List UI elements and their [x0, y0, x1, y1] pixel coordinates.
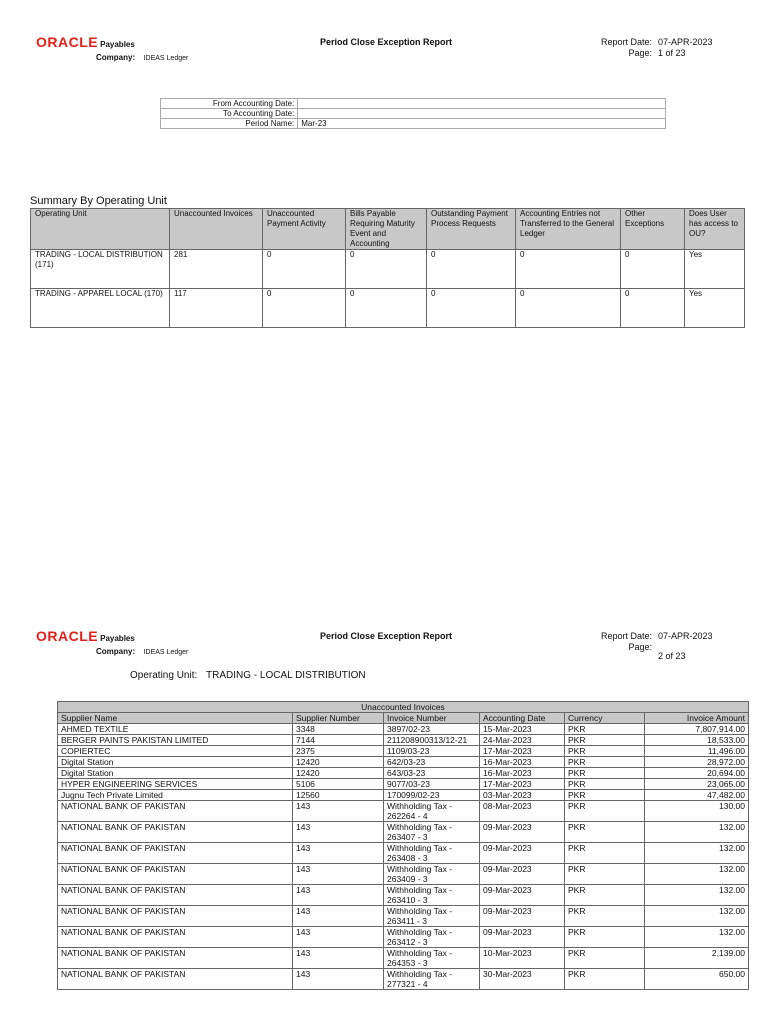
- invoice-amount-cell: 18,533.00: [645, 735, 749, 746]
- supplier-number-cell: 7144: [293, 735, 384, 746]
- invoice-amount-cell: 23,065.00: [645, 779, 749, 790]
- invoice-amount-cell: 20,694.00: [645, 768, 749, 779]
- currency-cell: PKR: [565, 843, 645, 864]
- table-row: [58, 864, 749, 885]
- supplier-number-cell: 2375: [293, 746, 384, 757]
- accounting-date-cell: 09-Mar-2023: [480, 822, 565, 843]
- invoice-number-cell: 9077/03-23: [384, 779, 480, 790]
- summary-header: Bills Payable Requiring Maturity Event and Accounting: [346, 209, 427, 250]
- invoice-number-cell: Withholding Tax - 264353 - 3: [384, 948, 480, 969]
- summary-cell: 281: [170, 250, 263, 289]
- invoice-amount-cell: 47,482.00: [645, 790, 749, 801]
- supplier-name-cell: NATIONAL BANK OF PAKISTAN: [58, 822, 293, 843]
- invoice-amount-cell: 650.00: [645, 969, 749, 990]
- invoice-number-cell: 211208900313/12-21: [384, 735, 480, 746]
- operating-unit-value: TRADING - LOCAL DISTRIBUTION: [206, 670, 366, 681]
- table-row: [58, 843, 749, 864]
- accounting-date-cell: 15-Mar-2023: [480, 724, 565, 735]
- supplier-number-cell: 143: [293, 801, 384, 822]
- product-name: Payables: [100, 634, 135, 643]
- accounting-date-cell: 08-Mar-2023: [480, 801, 565, 822]
- summary-cell: TRADING - APPAREL LOCAL (170): [31, 289, 170, 328]
- invoice-number-cell: 3897/02-23: [384, 724, 480, 735]
- summary-cell: Yes: [685, 250, 745, 289]
- summary-table: [30, 208, 745, 328]
- table-header-row: [58, 713, 749, 724]
- summary-header: Unaccounted Invoices: [170, 209, 263, 250]
- invoice-amount-cell: 11,496.00: [645, 746, 749, 757]
- table-row: [31, 289, 745, 328]
- supplier-name-cell: NATIONAL BANK OF PAKISTAN: [58, 969, 293, 990]
- summary-cell: 0: [346, 289, 427, 328]
- summary-cell: Yes: [685, 289, 745, 328]
- summary-cell: 0: [427, 250, 516, 289]
- table-row: [58, 822, 749, 843]
- invoice-number-cell: Withholding Tax - 263407 - 3: [384, 822, 480, 843]
- currency-cell: PKR: [565, 735, 645, 746]
- column-header: Accounting Date: [480, 713, 565, 724]
- summary-cell: 0: [516, 250, 621, 289]
- supplier-number-cell: 3348: [293, 724, 384, 735]
- accounting-date-cell: 16-Mar-2023: [480, 768, 565, 779]
- accounting-date-cell: 17-Mar-2023: [480, 779, 565, 790]
- summary-header: Accounting Entries not Transferred to the General Ledger: [516, 209, 621, 250]
- currency-cell: PKR: [565, 779, 645, 790]
- table-row: [58, 735, 749, 746]
- accounting-date-cell: 09-Mar-2023: [480, 864, 565, 885]
- table-row: [58, 768, 749, 779]
- invoice-number-cell: 642/03-23: [384, 757, 480, 768]
- invoice-number-cell: Withholding Tax - 263412 - 3: [384, 927, 480, 948]
- supplier-number-cell: 143: [293, 843, 384, 864]
- invoice-amount-cell: 132.00: [645, 843, 749, 864]
- param-label: From Accounting Date:: [161, 99, 298, 109]
- report-title: Period Close Exception Report: [320, 631, 453, 641]
- currency-cell: PKR: [565, 927, 645, 948]
- logo-text: ORACLE: [36, 34, 99, 50]
- summary-header: Outstanding Payment Process Requests: [427, 209, 516, 250]
- accounting-date-cell: 09-Mar-2023: [480, 843, 565, 864]
- accounting-date-cell: 03-Mar-2023: [480, 790, 565, 801]
- currency-cell: PKR: [565, 822, 645, 843]
- table-row: [58, 927, 749, 948]
- invoice-number-cell: 170099/02-23: [384, 790, 480, 801]
- invoice-number-cell: Withholding Tax - 263410 - 3: [384, 885, 480, 906]
- currency-cell: PKR: [565, 768, 645, 779]
- report-title: Period Close Exception Report: [320, 37, 453, 47]
- supplier-name-cell: AHMED TEXTILE: [58, 724, 293, 735]
- summary-cell: 117: [170, 289, 263, 328]
- currency-cell: PKR: [565, 746, 645, 757]
- param-label: To Accounting Date:: [161, 109, 298, 119]
- company-name: IDEAS Ledger: [143, 55, 189, 62]
- invoice-amount-cell: 28,972.00: [645, 757, 749, 768]
- invoice-amount-cell: 132.00: [645, 906, 749, 927]
- invoice-rows: [58, 724, 749, 990]
- supplier-number-cell: 143: [293, 948, 384, 969]
- company-name: IDEAS Ledger: [143, 649, 189, 656]
- report-date: 07-APR-2023: [658, 37, 713, 47]
- table-row: [31, 250, 745, 289]
- param-value: [298, 99, 666, 109]
- page-label: Page:: [628, 48, 652, 58]
- column-header: Invoice Number: [384, 713, 480, 724]
- invoice-amount-cell: 130.00: [645, 801, 749, 822]
- invoice-amount-cell: 132.00: [645, 822, 749, 843]
- supplier-name-cell: Digital Station: [58, 757, 293, 768]
- invoice-amount-cell: 2,139.00: [645, 948, 749, 969]
- table-row: [58, 948, 749, 969]
- currency-cell: PKR: [565, 724, 645, 735]
- param-value: [298, 109, 666, 119]
- supplier-number-cell: 143: [293, 822, 384, 843]
- currency-cell: PKR: [565, 801, 645, 822]
- report-date: 07-APR-2023: [658, 631, 713, 641]
- accounting-date-cell: 09-Mar-2023: [480, 927, 565, 948]
- table-row: [58, 724, 749, 735]
- summary-cell: TRADING - LOCAL DISTRIBUTION (171): [31, 250, 170, 289]
- supplier-number-cell: 143: [293, 906, 384, 927]
- company-label: Company:: [96, 647, 136, 656]
- accounting-date-cell: 09-Mar-2023: [480, 885, 565, 906]
- currency-cell: PKR: [565, 790, 645, 801]
- table-row: [58, 790, 749, 801]
- supplier-number-cell: 12560: [293, 790, 384, 801]
- supplier-number-cell: 143: [293, 864, 384, 885]
- supplier-number-cell: 143: [293, 927, 384, 948]
- invoice-number-cell: Withholding Tax - 263411 - 3: [384, 906, 480, 927]
- supplier-name-cell: NATIONAL BANK OF PAKISTAN: [58, 948, 293, 969]
- invoice-number-cell: 1109/03-23: [384, 746, 480, 757]
- parameters-table: [160, 98, 666, 129]
- currency-cell: PKR: [565, 969, 645, 990]
- report-date-label: Report Date:: [600, 37, 652, 47]
- summary-cell: 0: [346, 250, 427, 289]
- supplier-name-cell: COPIERTEC: [58, 746, 293, 757]
- summary-header: Operating Unit: [31, 209, 170, 250]
- summary-cell: 0: [427, 289, 516, 328]
- supplier-name-cell: NATIONAL BANK OF PAKISTAN: [58, 885, 293, 906]
- column-header: Invoice Amount: [645, 713, 749, 724]
- supplier-number-cell: 12420: [293, 768, 384, 779]
- summary-header-row: [31, 209, 745, 250]
- param-row: [161, 109, 666, 119]
- invoice-number-cell: Withholding Tax - 263408 - 3: [384, 843, 480, 864]
- supplier-name-cell: HYPER ENGINEERING SERVICES: [58, 779, 293, 790]
- report-date-label: Report Date:: [600, 631, 652, 641]
- table-row: [58, 779, 749, 790]
- product-name: Payables: [100, 40, 135, 49]
- summary-title: Summary By Operating Unit: [30, 195, 167, 207]
- operating-unit-label: Operating Unit:: [130, 670, 198, 681]
- supplier-name-cell: Jugnu Tech Private Limited: [58, 790, 293, 801]
- supplier-name-cell: Digital Station: [58, 768, 293, 779]
- invoice-amount-cell: 132.00: [645, 885, 749, 906]
- currency-cell: PKR: [565, 885, 645, 906]
- page-number: 1 of 23: [658, 48, 686, 58]
- table-row: [58, 885, 749, 906]
- table-row: [58, 906, 749, 927]
- column-header: Supplier Number: [293, 713, 384, 724]
- invoice-amount-cell: 7,807,914.00: [645, 724, 749, 735]
- table-row: [58, 757, 749, 768]
- param-label: Period Name:: [161, 119, 298, 129]
- param-row: [161, 119, 666, 129]
- summary-cell: 0: [263, 250, 346, 289]
- invoice-number-cell: Withholding Tax - 262264 - 4: [384, 801, 480, 822]
- unaccounted-invoices-table: [57, 701, 749, 990]
- param-value: Mar-23: [298, 119, 666, 129]
- currency-cell: PKR: [565, 757, 645, 768]
- column-header: Currency: [565, 713, 645, 724]
- summary-header: Other Exceptions: [621, 209, 685, 250]
- supplier-number-cell: 143: [293, 969, 384, 990]
- supplier-number-cell: 143: [293, 885, 384, 906]
- table-caption-row: [58, 702, 749, 713]
- accounting-date-cell: 17-Mar-2023: [480, 746, 565, 757]
- page-number: 2 of 23: [658, 651, 686, 661]
- summary-header: Unaccounted Payment Activity: [263, 209, 346, 250]
- summary-cell: 0: [263, 289, 346, 328]
- supplier-name-cell: NATIONAL BANK OF PAKISTAN: [58, 906, 293, 927]
- supplier-name-cell: BERGER PAINTS PAKISTAN LIMITED: [58, 735, 293, 746]
- param-row: [161, 99, 666, 109]
- table-row: [58, 746, 749, 757]
- accounting-date-cell: 30-Mar-2023: [480, 969, 565, 990]
- summary-cell: 0: [516, 289, 621, 328]
- invoice-amount-cell: 132.00: [645, 927, 749, 948]
- supplier-name-cell: NATIONAL BANK OF PAKISTAN: [58, 843, 293, 864]
- supplier-number-cell: 12420: [293, 757, 384, 768]
- table-caption: Unaccounted Invoices: [58, 702, 749, 713]
- company-label: Company:: [96, 53, 136, 62]
- logo-text: ORACLE: [36, 628, 99, 644]
- currency-cell: PKR: [565, 906, 645, 927]
- column-header: Supplier Name: [58, 713, 293, 724]
- table-row: [58, 969, 749, 990]
- accounting-date-cell: 16-Mar-2023: [480, 757, 565, 768]
- summary-cell: 0: [621, 250, 685, 289]
- page-label: Page:: [628, 642, 652, 652]
- invoice-number-cell: Withholding Tax - 277321 - 4: [384, 969, 480, 990]
- invoice-number-cell: 643/03-23: [384, 768, 480, 779]
- supplier-name-cell: NATIONAL BANK OF PAKISTAN: [58, 864, 293, 885]
- accounting-date-cell: 10-Mar-2023: [480, 948, 565, 969]
- invoice-number-cell: Withholding Tax - 263409 - 3: [384, 864, 480, 885]
- table-row: [58, 801, 749, 822]
- accounting-date-cell: 24-Mar-2023: [480, 735, 565, 746]
- currency-cell: PKR: [565, 948, 645, 969]
- currency-cell: PKR: [565, 864, 645, 885]
- supplier-number-cell: 5106: [293, 779, 384, 790]
- summary-cell: 0: [621, 289, 685, 328]
- supplier-name-cell: NATIONAL BANK OF PAKISTAN: [58, 927, 293, 948]
- supplier-name-cell: NATIONAL BANK OF PAKISTAN: [58, 801, 293, 822]
- summary-header: Does User has access to OU?: [685, 209, 745, 250]
- accounting-date-cell: 09-Mar-2023: [480, 906, 565, 927]
- invoice-amount-cell: 132.00: [645, 864, 749, 885]
